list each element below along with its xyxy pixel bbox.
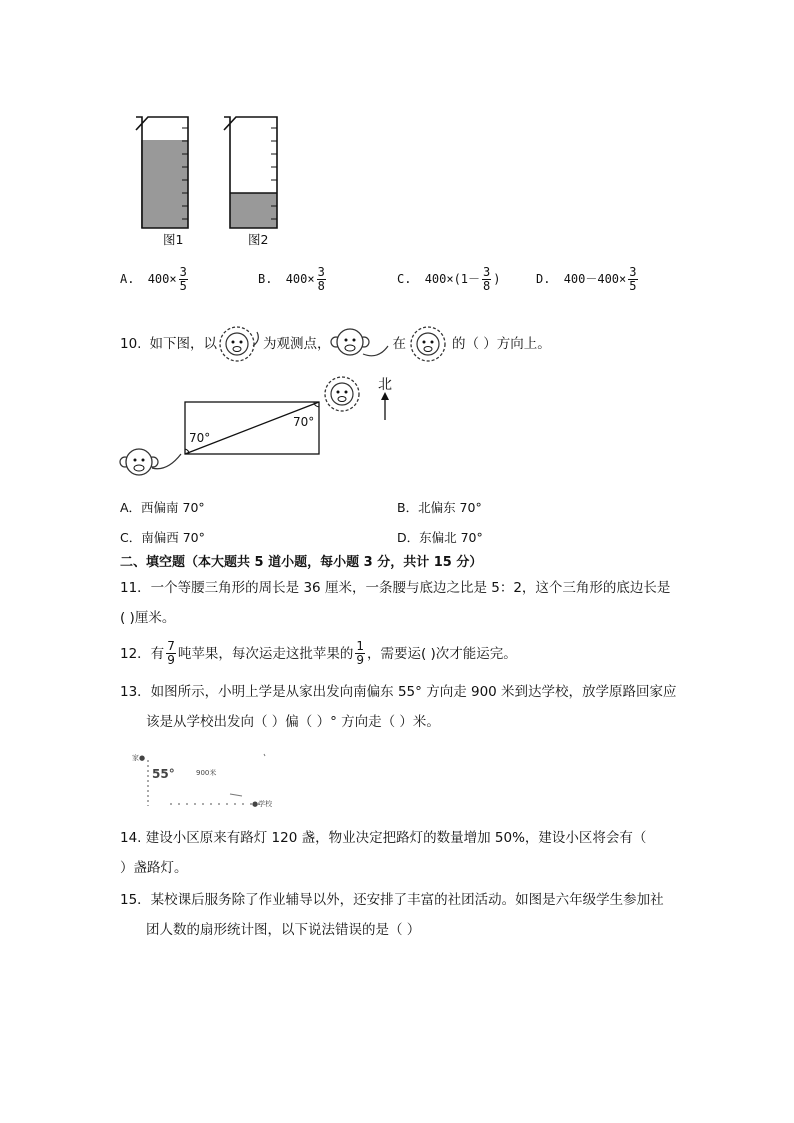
q10-option-c[interactable]: C．南偏西 70° [120,530,205,545]
angle-label-2: 70° [293,415,315,429]
q9-option-c[interactable]: C. 400×(1－ $\frac{3}{8}$ ) [397,265,501,293]
fraction: $\frac{7}{9}$ [167,639,175,667]
q11-line1: 11．一个等腰三角形的周长是 36 厘米，一条腰与底边之比是 5：2，这个三角形的底边长是 [120,580,671,596]
q9-option-d[interactable] [536,266,640,293]
q12-question: 12．有 $\frac{7}{9}$ 吨苹果，每次运走这批苹果的 $\frac{1}{9}$ ，需要运( )次才能运完。 [120,639,517,667]
q15-line2: 团人数的扇形统计图，以下说法错误的是（ ） [146,922,421,938]
q13-line2: 该是从学校出发向（ ）偏（ ）° 方向走（ ）米。 [146,714,440,730]
option-letter: A. [120,272,135,286]
section-heading: 二、填空题（本大题共 5 道小题，每小题 3 分，共计 15 分） [120,555,483,570]
north-label: 北 [378,377,392,393]
lion-icon [406,324,452,364]
fig1-label: 图1 [163,232,184,247]
option-letter: C. [397,272,412,286]
fraction: $\frac{3}{5}$ [629,265,637,293]
beaker-figure [120,110,300,250]
fraction: $\frac{1}{9}$ [356,639,364,667]
fraction: $\frac{3}{8}$ [317,265,325,293]
north-arrow [381,392,389,420]
q14-line2: ）盏路灯。 [120,860,188,876]
angle-label-1: 70° [189,431,211,445]
option-expr: 400× [147,272,177,286]
monkey-icon [120,449,181,475]
q10-option-b[interactable]: B．北偏东 70° [397,500,482,515]
q11-line2: ( )厘米。 [120,610,176,626]
option-expr: 400× [285,272,315,286]
school-label: ●学校 [252,800,273,808]
fraction: $\frac{3}{5}$ [179,265,187,293]
distance-label: 900米 [196,769,217,777]
fraction: $\frac{3}{8}$ [483,265,491,293]
home-label: 家● [132,754,146,762]
option-letter: D. [536,272,551,286]
lion-icon [217,324,263,364]
q14-line1: 14. 建设小区原来有路灯 120 盏，物业决定把路灯的数量增加 50%，建设小区将会有（ [120,830,647,846]
option-letter: B. [258,272,273,286]
fig2-label: 图2 [248,232,269,247]
q10-option-d[interactable]: D．东偏北 70° [397,530,483,545]
monkey-icon [330,324,392,364]
beaker-2 [224,117,277,228]
angle-label: 55° [152,767,175,781]
route-diagram [130,748,300,812]
option-expr: 400×(1－ [424,272,481,286]
q9-option-b[interactable] [258,266,328,293]
lion-icon [325,377,359,411]
q13-line1: 13．如图所示，小明上学是从家出发向南偏东 55° 方向走 900 米到达学校，放学原路回家应 [120,684,677,700]
q10-question: 10. 如下图，以 为观测点， 在 的（ ）方向上。 [120,324,551,364]
option-expr: 400－400× [563,272,627,286]
q9-option-a[interactable] [120,266,190,293]
direction-diagram [115,372,405,484]
q15-line1: 15．某校课后服务除了作业辅导以外，还安排了丰富的社团活动。如图是六年级学生参加社 [120,892,664,908]
q10-option-a[interactable]: A．西偏南 70° [120,500,205,515]
beaker-1 [136,117,188,228]
